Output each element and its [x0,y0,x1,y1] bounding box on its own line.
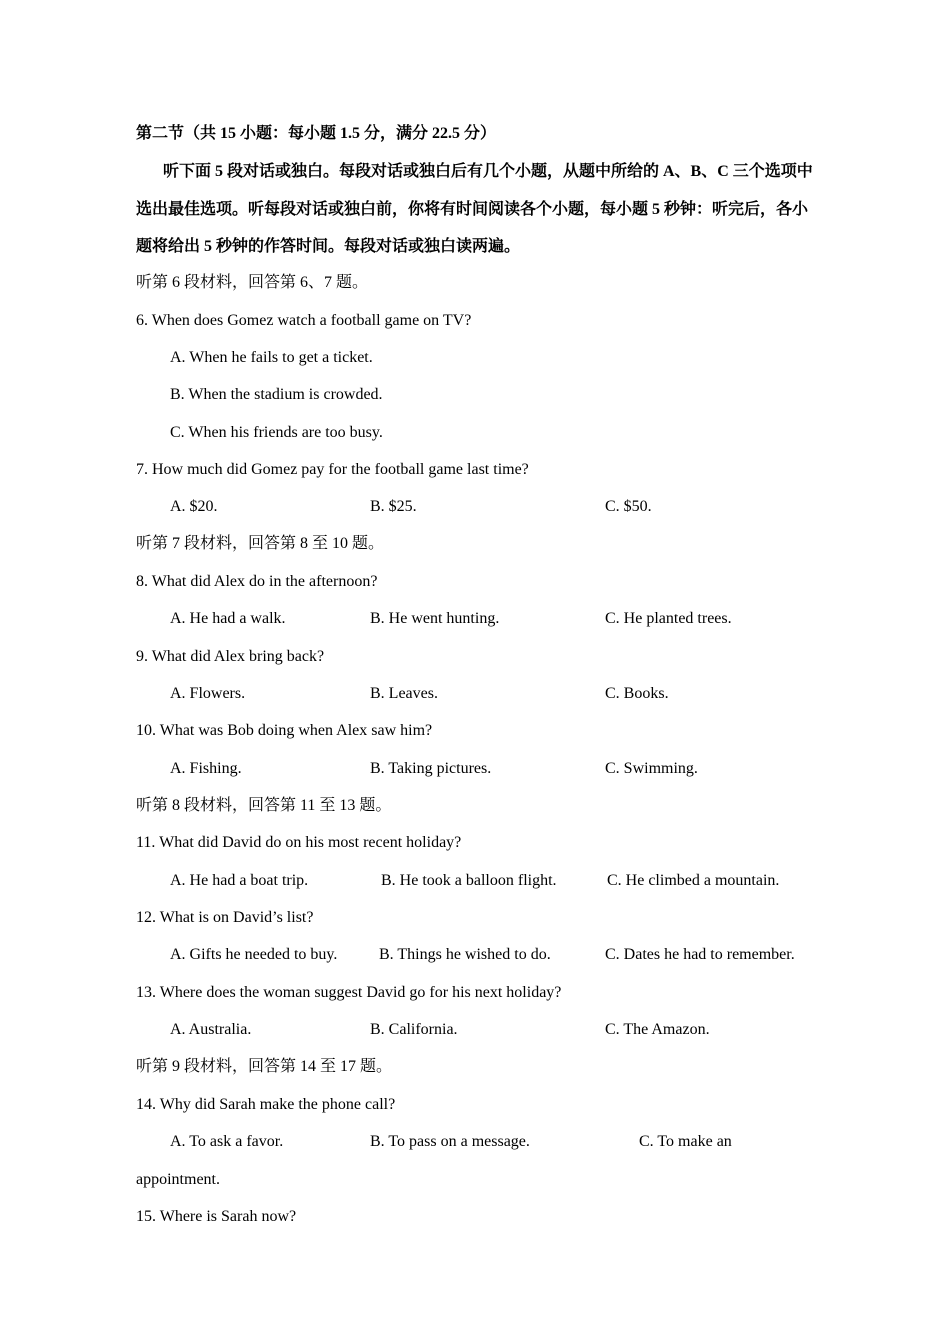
group-note: 听第 8 段材料，回答第 11 至 13 题。 [136,797,392,814]
question-6: 6. When does Gomez watch a football game on TV? [136,312,472,329]
group-note: 听第 7 段材料，回答第 8 至 10 题。 [136,535,385,552]
option-10c: C. Swimming. [605,760,698,777]
option-13c: C. The Amazon. [605,1021,710,1038]
option-14a: A. To ask a favor. [170,1133,284,1150]
option-14b: B. To pass on a message. [370,1133,530,1150]
option-8c: C. He planted trees. [605,610,732,627]
option-13b: B. California. [370,1021,458,1038]
question-14: 14. Why did Sarah make the phone call? [136,1096,396,1113]
question-10: 10. What was Bob doing when Alex saw him? [136,722,433,739]
instructions-paragraph: 听下面 5 段对话或独白。每段对话或独白后有几个小题，从题中所给的 A、B、C 三个选项中选出最佳选项。听每段对话或独白前，你将有时间阅读各个小题，每小题 5 秒钟：听完后，各小题将给出 5 秒钟的作答时间。每段对话或独白读两遍。 [136,163,813,255]
option-9a: A. Flowers. [170,685,246,702]
option-11a: A. He had a boat trip. [170,872,309,889]
option-13a: A. Australia. [170,1021,252,1038]
option-11b: B. He took a balloon flight. [381,872,557,889]
option-6c: C. When his friends are too busy. [170,424,383,441]
option-7a: A. $20. [170,498,218,515]
option-6b: B. When the stadium is crowded. [170,386,383,403]
group-note: 听第 9 段材料，回答第 14 至 17 题。 [136,1058,393,1075]
option-9b: B. Leaves. [370,685,438,702]
option-12a: A. Gifts he needed to buy. [170,946,338,963]
question-11: 11. What did David do on his most recent holiday? [136,834,462,851]
question-13: 13. Where does the woman suggest David go for his next holiday? [136,984,562,1001]
section-header: 第二节（共 15 小题：每小题 1.5 分，满分 22.5 分） [136,125,497,142]
option-11c: C. He climbed a mountain. [607,872,780,889]
question-8: 8. What did Alex do in the afternoon? [136,573,378,590]
question-7: 7. How much did Gomez pay for the football game last time? [136,461,529,478]
option-9c: C. Books. [605,685,669,702]
question-12: 12. What is on David’s list? [136,909,314,926]
option-14c-continuation: appointment. [136,1171,220,1188]
option-7b: B. $25. [370,498,417,515]
option-14c: C. To make an [639,1133,732,1150]
option-6a: A. When he fails to get a ticket. [170,349,373,366]
option-7c: C. $50. [605,498,652,515]
group-note: 听第 6 段材料，回答第 6、7 题。 [136,274,369,291]
option-10b: B. Taking pictures. [370,760,492,777]
option-8b: B. He went hunting. [370,610,500,627]
option-12b: B. Things he wished to do. [379,946,551,963]
option-12c: C. Dates he had to remember. [605,946,795,963]
question-15: 15. Where is Sarah now? [136,1208,297,1225]
option-10a: A. Fishing. [170,760,242,777]
question-9: 9. What did Alex bring back? [136,648,325,665]
option-8a: A. He had a walk. [170,610,286,627]
